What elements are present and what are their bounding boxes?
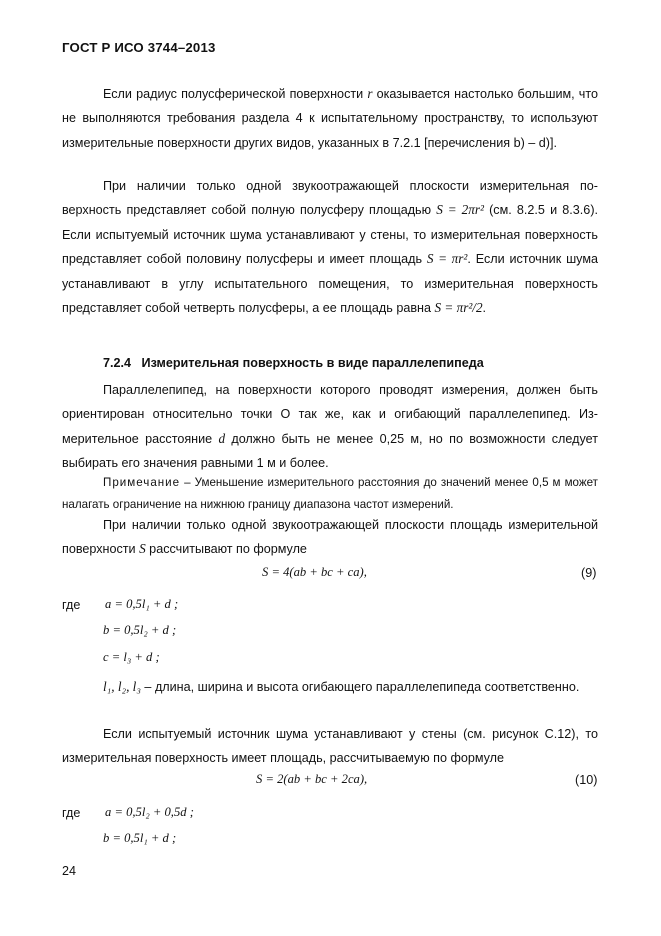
paragraph-text: оказывается настолько большим, что не выполняются требования раздела 4 к испытательному пространству, то используют измерительные поверхности других видов, указанных в 7.2.1 [перечисления b) – d)]. xyxy=(62,87,598,150)
note-label: Примечание xyxy=(103,476,181,489)
note-text: – Уменьшение измерительного расстояния до значений менее 0,5 м может налагать ограничение на нижнюю границу диапазона частот измерений. xyxy=(62,476,598,511)
paragraph-text: При наличии только одной звукоотражающей плоскости измерительная поверхность представляет собой полную полусферу площадью xyxy=(62,179,598,218)
where-label: где xyxy=(62,806,81,820)
equation-10: S = 2(ab + bc + 2ca), xyxy=(256,772,368,786)
paragraph-dimensions xyxy=(62,675,598,699)
definition-b: b = 0,5l₂ + d ; xyxy=(103,623,177,637)
formula-full-hemisphere: S = 2πr² xyxy=(436,202,484,218)
paragraph-text: . xyxy=(482,301,487,316)
paragraph-text: . Если источник шума устанавливают в углу испытательного помещения, то измерительная поверхность представляет собой четверть полусферы, а ее площадь равна xyxy=(62,252,598,316)
where-label: где xyxy=(62,598,81,612)
variables-l: l₁, l₂, l₃ xyxy=(103,679,141,694)
paragraph-wall xyxy=(62,722,598,771)
paragraph-parallelepiped xyxy=(62,378,598,476)
paragraph-text: Если радиус полусферической поверхности xyxy=(103,87,368,101)
equation-number-10: (10) xyxy=(575,773,598,787)
definition-a: a = 0,5l₁ + d ; xyxy=(105,597,179,611)
paragraph-text: При наличии только одной звукоотражающей плоскости площадь измерительной поверхности xyxy=(62,518,598,557)
definition-c: c = l₃ + d ; xyxy=(103,650,160,664)
paragraph-text: Если испытуемый источник шума устанавливают у стены (см. рисунок С.12), то измерительная поверхность имеет площадь, рассчитываемую по формуле xyxy=(62,727,598,766)
equation-9: S = 4(ab + bc + ca), xyxy=(262,565,367,579)
paragraph-reflecting-plane xyxy=(62,174,598,320)
equation-number-9: (9) xyxy=(581,566,597,580)
document-header: ГОСТ Р ИСО 3744–2013 xyxy=(62,40,216,55)
paragraph-text: (см. 8.2.5 и 8.3.6). Если испытуемый источник шума устанавливают у стены, то измерительная поверхность представляет собой половину полусферы и имеет площадь xyxy=(62,203,599,267)
page-number: 24 xyxy=(62,864,77,878)
section-number: 7.2.4 xyxy=(103,356,132,370)
formula-half-hemisphere: S = πr² xyxy=(426,251,468,267)
paragraph-text: Параллелепипед, на поверхности которого проводят измерения, должен быть ориентирован относительно точки О так же, как и огибающий параллелепипед. Измерительное расстояние xyxy=(62,383,598,446)
formula-quarter-hemisphere: S = πr²/2 xyxy=(434,300,483,316)
definition-a: a = 0,5l₂ + 0,5d ; xyxy=(105,805,194,819)
paragraph-text: – длина, ширина и высота огибающего параллелепипеда соответственно. xyxy=(140,680,580,694)
section-heading xyxy=(103,356,484,370)
paragraph-area-formula-intro xyxy=(62,513,598,562)
variable-r: r xyxy=(367,86,373,101)
variable-s: S xyxy=(139,541,146,557)
paragraph-radius xyxy=(62,82,598,155)
section-title: Измерительная поверхность в виде параллелепипеда xyxy=(141,356,484,370)
paragraph-text: рассчитывают по формуле xyxy=(145,542,307,557)
definition-b: b = 0,5l₁ + d ; xyxy=(103,831,177,845)
note xyxy=(62,472,598,516)
variable-d: d xyxy=(218,430,226,446)
paragraph-text: должно быть не менее 0,25 м, но по возможности следует выбирать его значения равными 1 м и более. xyxy=(62,431,598,471)
